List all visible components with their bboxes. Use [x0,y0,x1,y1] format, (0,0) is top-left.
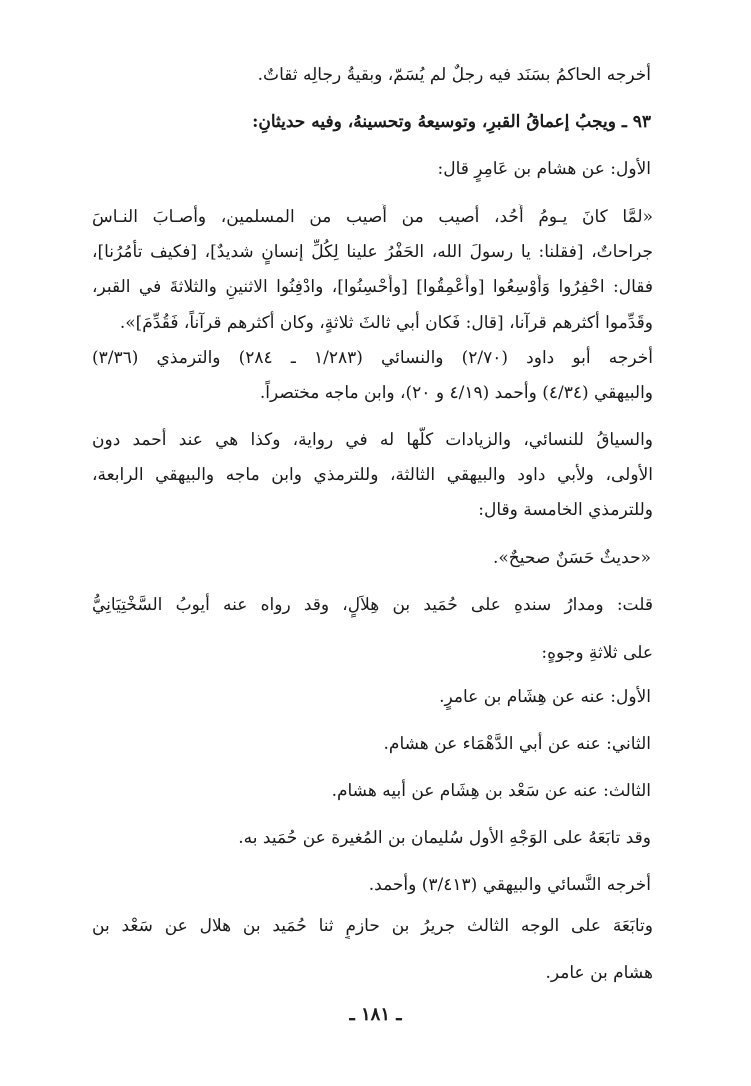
follow-up-line-2: أخرجه النَّسائي والبيهقي (٣/٤١٣) وأحمد. [368,875,651,895]
hadith-line-4: وقَدِّموا أكثرهم قرآنا، [قال: فَكان أبي ثالثَ ثلاثةٍ، وكان أكثرهم قرآناً، فَقُدِّمَ]». [119,313,653,333]
follow-up-line-1: وقد تابَعَهُ على الوَجْهِ الأول سُليمان بن المُغيرة عن حُمَيد به. [238,828,651,848]
analysis-line-1: قلت: ومدارُ سندهِ على حُمَيد بن هِلاَلٍ، وقد رواه عنه أيوبُ السَّخْتِيَانِيُّ [92,595,653,615]
hadith-line-2: جراحاتٌ، [فقلنا: يا رسولَ الله، الحَفْرُ علينا لِكُلِّ إنسانٍ شديدٌ]، [فكيف تأمُرُنا]، [92,242,653,262]
commentary-line-2: الأولى، ولأبي داود والبيهقي الثالثة، وللترمذي وابن ماجه والبيهقي الرابعة، [92,465,653,485]
section-heading-93: ٩٣ ـ ويجبُ إعماقُ القبرِ، وتوسيعهُ وتحسينهُ، وفيه حديثانِ: [252,112,651,132]
commentary-line-1: والسياقُ للنسائي، والزيادات كلُّها له في رواية، وكذا هي عند أحمد دون [92,430,653,450]
follow-up-line-3: وتابَعَهَ على الوجه الثالث جريرُ بن حازمٍ ثنا حُمَيد بن هلال عن سَعْد بن [92,916,653,936]
page-number: ـ ١٨١ ـ [349,1004,402,1025]
text-line-1: أخرجه الحاكمُ بسَنَد فيه رجلٌ لم يُسَمّ، وبقيةُ رجالِه ثقاتٌ. [257,65,651,85]
hadith-line-1: «لمَّا كانَ يـومُ أُحُد، أصيب من أُصيب من المسلمين، وأصـابَ النـاسَ [92,207,653,227]
chain-third: الثالث: عنه عن سَعْد بن هِشَام عن أبيه هشام. [331,781,651,801]
hadith-line-3: فقال: احْفِرُوا وَأَوْسِعُوا [وأَعْمِقُوا] [وأَحْسِنُوا]، وادْفِنُوا الاثنينِ والثلاثةَ في القبر، [92,277,653,297]
chain-second: الثاني: عنه عن أبي الدَّهْمَاء عن هشام. [383,734,651,754]
chain-first: الأول: عنه عن هِشَام بن عامرٍ. [439,687,651,707]
citation-line-1: أخرجه أبو داود (٢/٧٠) والنسائي (١/٢٨٣ ـ ٢٨٤) والترمذي (٣/٣٦) [92,348,653,368]
analysis-line-2: على ثلاثةِ وجوهٍ: [541,643,653,663]
commentary-line-3: وللترمذي الخامسة وقال: [478,500,653,520]
follow-up-line-4: هشام بن عامر. [545,963,653,983]
grading-quote: «حديثٌ حَسَنٌ صحيحٌ». [493,548,651,568]
text-line-3: الأول: عن هشام بن عَامِرٍ قال: [437,159,651,179]
citation-line-2: والبيهقي (٤/٣٤) وأحمد (٤/١٩ و ٢٠)، وابن ماجه مختصراً. [259,383,653,403]
